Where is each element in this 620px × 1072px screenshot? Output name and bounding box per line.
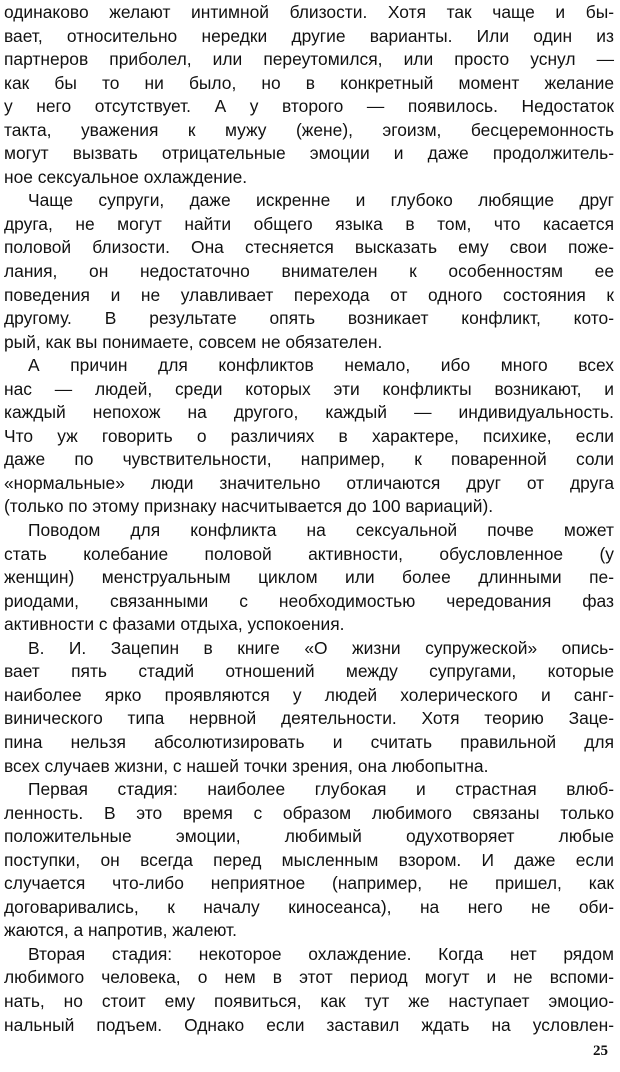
text-line: Поводом для конфликта на сексуальной почве может [28, 520, 614, 541]
text-line: женщин) менструальным циклом или более длинными пе- [4, 567, 614, 588]
text-line: наиболее ярко проявляются у людей холерического и санг- [4, 684, 614, 705]
text-line: положительные эмоции, любимый одухотворяет любые [4, 826, 614, 847]
text-line: поведения и не улавливает перехода от одного состояния к [4, 284, 614, 305]
text-line: другому. В результате опять возникает конфликт, кото- [4, 308, 614, 329]
text-line: нальный подъем. Однако если заставил ждать на условлен- [4, 1014, 614, 1035]
text-line: винического типа нервной деятельности. Хотя теорию Заце- [4, 708, 614, 729]
text-line: одинаково желают интимной близости. Хотя так чаще и бы- [4, 2, 614, 22]
page-number: 25 [593, 1043, 608, 1059]
text-line: Чаще супруги, даже искренне и глубоко любящие друг [28, 190, 614, 211]
text-line: «нормальные» люди значительно отличаются друг от друга [4, 472, 614, 493]
text-line: вает пять стадий отношений между супругами, которые [4, 661, 614, 682]
text-line: договаривались, к началу киносеанса), на него не оби- [4, 896, 614, 917]
text-line: могут вызвать отрицательные эмоции и даже продолжитель- [4, 143, 614, 164]
text-line: вает, относительно нередки другие варианты. Или один из [4, 25, 614, 46]
text-line: активности с фазами отдыха, успокоения. [4, 614, 345, 635]
text-line: случается что-либо неприятное (например, не пришел, как [4, 873, 614, 894]
text-line: даже по чувствительности, например, к поваренной соли [4, 449, 614, 470]
text-line: нас — людей, среди которых эти конфликты возникают, и [4, 378, 614, 399]
text-line: такта, уважения к мужу (жене), эгоизм, бесцеремонность [4, 119, 614, 140]
text-line: Что уж говорить о различиях в характере, психике, если [4, 425, 614, 446]
body-text [4, 1, 614, 1037]
text-line: ное сексуальное охлаждение. [4, 166, 248, 187]
text-line: А причин для конфликтов немало, ибо много всех [28, 355, 614, 376]
text-line: жаются, а напротив, жалеют. [4, 920, 237, 941]
text-line: всех случаев жизни, с нашей точки зрения, она любопытна. [4, 755, 489, 776]
text-line: пина нельзя абсолютизировать и считать правильной для [4, 731, 614, 752]
text-line: стать колебание половой активности, обусловленное (у [4, 543, 614, 564]
text-line: нать, но стоит ему появиться, как тут же наступает эмоцио- [4, 990, 614, 1011]
text-line: каждый непохож на другого, каждый — индивидуальность. [4, 402, 614, 423]
text-line: как бы то ни было, но в конкретный момент желание [4, 72, 614, 93]
text-line: Первая стадия: наиболее глубокая и страстная влюб- [28, 779, 614, 800]
text-line: любимого человека, о нем в этот период могут и не вспоми- [4, 967, 614, 988]
text-line: партнеров приболел, или переутомился, или просто уснул — [4, 49, 614, 70]
text-line: половой близости. Она стесняется высказать ему свои поже- [4, 237, 614, 258]
text-line: риодами, связанными с необходимостью чередования фаз [4, 590, 614, 611]
text-line: Вторая стадия: некоторое охлаждение. Когда нет рядом [28, 943, 614, 964]
text-line: друга, не могут найти общего языка в том, что касается [4, 213, 614, 234]
text-line: рый, как вы понимаете, совсем не обязателен. [4, 331, 383, 352]
text-line: поступки, он всегда перед мысленным взором. И даже если [4, 849, 614, 870]
text-line: В. И. Зацепин в книге «О жизни супружеской» опись- [28, 637, 614, 658]
text-line: ленность. В это время с образом любимого связаны только [4, 802, 614, 823]
text-line: (только по этому признаку насчитывается до 100 вариаций). [4, 496, 494, 517]
text-line: лания, он недостаточно внимателен к особенностям ее [4, 261, 614, 282]
text-line: у него отсутствует. А у второго — появилось. Недостаток [4, 96, 614, 117]
